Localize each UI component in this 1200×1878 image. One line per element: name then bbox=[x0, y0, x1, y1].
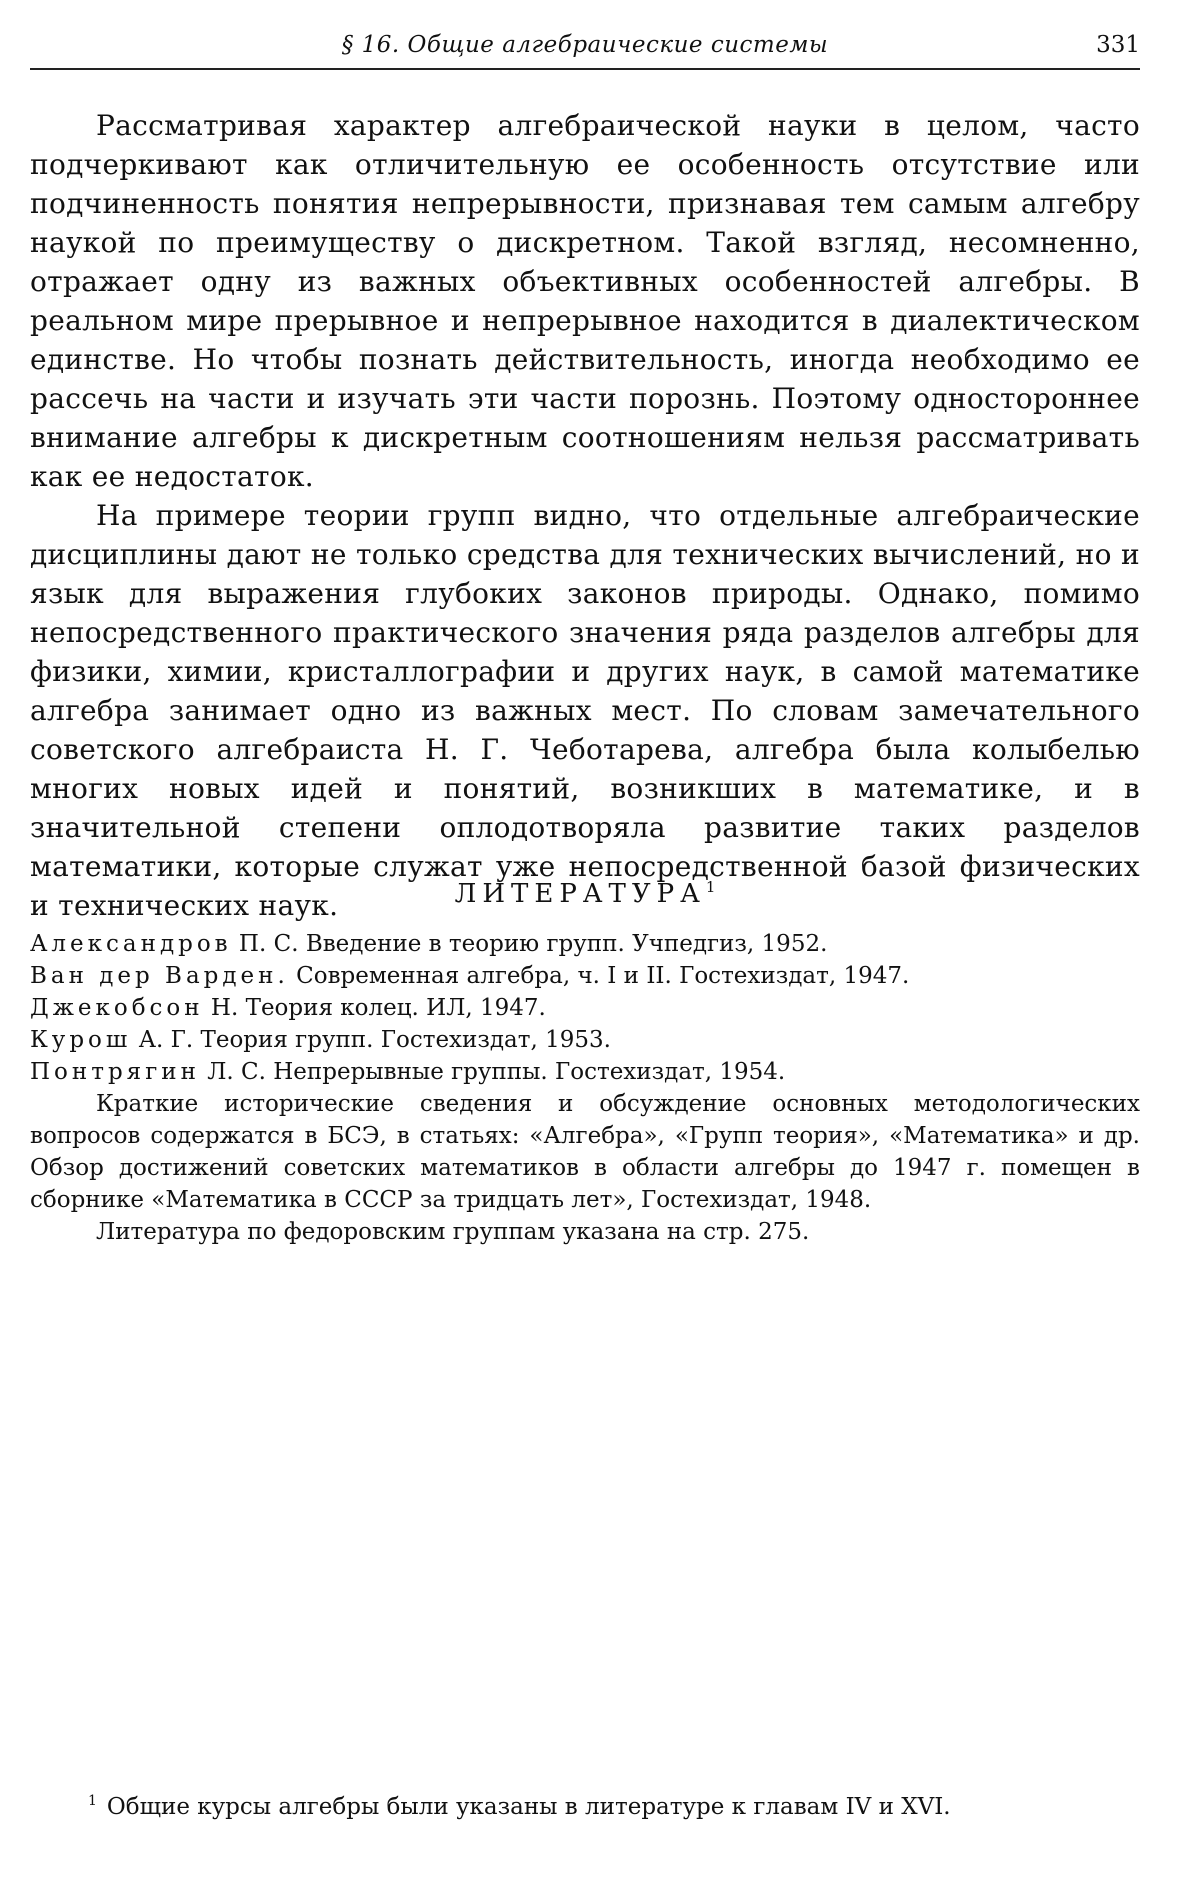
bibliography bbox=[30, 928, 1140, 1248]
running-title: § 16. Общие алгебраические системы bbox=[341, 32, 829, 58]
bib-author: Джекобсон bbox=[30, 995, 204, 1021]
page-number: 331 bbox=[1096, 32, 1140, 58]
bib-details: Н. Теория колец. ИЛ, 1947. bbox=[203, 995, 546, 1021]
bib-entry bbox=[30, 992, 1140, 1024]
literature-heading bbox=[30, 878, 1140, 909]
literature-notes bbox=[30, 1088, 1140, 1248]
page-footnote bbox=[30, 1785, 1140, 1823]
bib-details: А. Г. Теория групп. Гостехиздат, 1953. bbox=[131, 1027, 611, 1053]
bib-author: Ван дер Варден. bbox=[30, 963, 289, 989]
bib-author: Понтрягин bbox=[30, 1059, 200, 1085]
footnote-text: Общие курсы алгебры были указаны в литературе к главам IV и XVI. bbox=[106, 1794, 951, 1820]
footnote-mark: 1 bbox=[88, 1793, 97, 1809]
bib-entry bbox=[30, 960, 1140, 992]
bib-entry bbox=[30, 1024, 1140, 1056]
literature-note-1: Краткие исторические сведения и обсуждение основных методологических вопросов содержатся в БСЭ, в статьях: «Алгебра», «Групп теория», «Математика» и др. Обзор достижений советских математиков в области алгебры до 1947 г. помещен в сборнике «Математика в СССР за тридцать лет», Гостехиздат, 1948. bbox=[30, 1091, 1140, 1213]
bib-entry bbox=[30, 928, 1140, 960]
bib-author: Александров bbox=[30, 931, 232, 957]
bib-entry bbox=[30, 1056, 1140, 1088]
bib-author: Курош bbox=[30, 1027, 132, 1053]
paragraph-1: Рассматривая характер алгебраической науки в целом, часто подчеркивают как отличительную ее особенность отсутствие или подчиненность понятия непрерывности, признавая тем самым алгебру наукой по преимуществу о дискретном. Такой взгляд, несомненно, отражает одну из важных объективных особенностей алгебры. В реальном мире прерывное и непрерывное находится в диалектическом единстве. Но чтобы познать действительность, иногда необходимо ее рассечь на части и изучать эти части порознь. Поэтому одностороннее внимание алгебры к дискретным соотношениям нельзя рассматривать как ее недостаток. bbox=[30, 109, 1140, 493]
bib-details: Л. С. Непрерывные группы. Гостехиздат, 1954. bbox=[199, 1059, 786, 1085]
literature-footnote-mark: 1 bbox=[705, 878, 716, 896]
bib-details: П. С. Введение в теорию групп. Учпедгиз, 1952. bbox=[231, 931, 828, 957]
paragraph-2: На примере теории групп видно, что отдельные алгебраические дисциплины дают не только средства для технических вычислений, но и язык для выражения глубоких законов природы. Однако, помимо непосредственного практического значения ряда разделов алгебры для физики, химии, кристаллографии и других наук, в самой математике алгебра занимает одно из важных мест. По словам замечательного советского алгебраиста Н. Г. Чеботарева, алгебра была колыбелью многих новых идей и понятий, возникших в математике, и в значительной степени оплодотворяла развитие таких разделов математики, которые служат уже непосредственной базой физических и технических наук. bbox=[30, 499, 1140, 922]
literature-heading-text: ЛИТЕРАТУРА bbox=[454, 879, 706, 909]
literature-note-2: Литература по федоровским группам указана на стр. 275. bbox=[96, 1219, 810, 1245]
page-header bbox=[30, 24, 1140, 70]
bib-details: Современная алгебра, ч. I и II. Гостехиздат, 1947. bbox=[288, 963, 910, 989]
main-text bbox=[30, 106, 1140, 925]
